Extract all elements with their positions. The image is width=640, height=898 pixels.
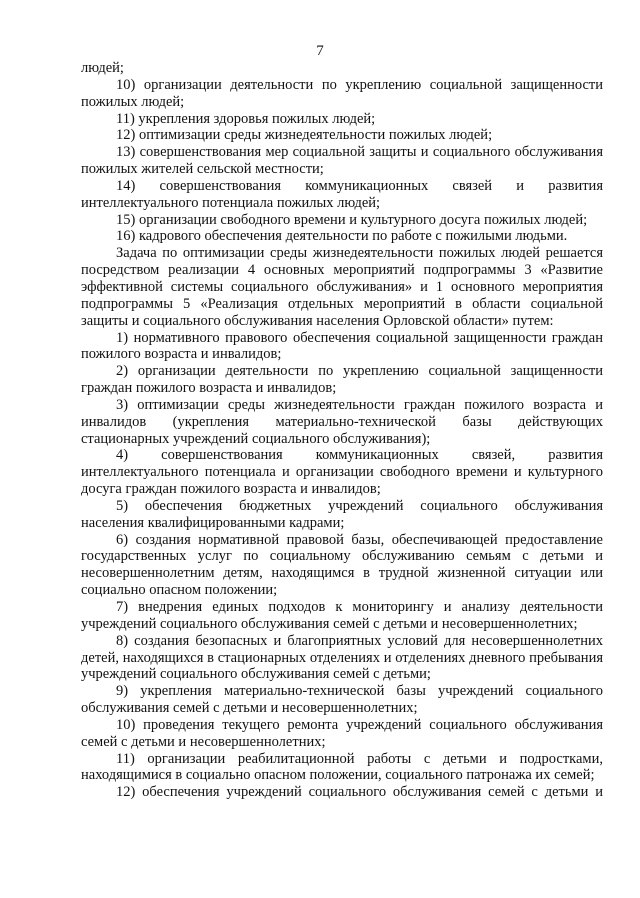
paragraph: 8) создания безопасных и благоприятных условий для несовершеннолетних детей, находящихся в стационарных отделениях и отделениях дневного пребывания учреждений социального обслуживания семей с детьми; <box>81 632 603 683</box>
paragraph: 15) организации свободного времени и культурного досуга пожилых людей; <box>116 211 588 228</box>
paragraph: людей; <box>81 60 124 76</box>
paragraph: 10) организации деятельности по укреплению социальной защищенности пожилых людей; <box>81 76 603 110</box>
paragraph: 11) укрепления здоровья пожилых людей; <box>116 110 376 127</box>
document-body <box>81 60 603 801</box>
paragraph: 4) совершенствования коммуникационных связей, развития интеллектуального потенциала и организации свободного времени и культурного досуга граждан пожилого возраста и инвалидов; <box>81 447 603 498</box>
paragraph: 3) оптимизации среды жизнедеятельности граждан пожилого возраста и инвалидов (укрепления материально-технической базы действующих стационарных учреждений социального обслуживания); <box>81 396 603 447</box>
paragraph: Задача по оптимизации среды жизнедеятельности пожилых людей решается посредством реализации 4 основных мероприятий подпрограммы 3 «Развитие эффективной системы социального обслуживания» и 1 основного мероприятия подпрограммы 5 «Реализация отдельных мероприятий в области социальной защиты и социального обслуживания населения Орловской области» путем: <box>81 245 603 329</box>
paragraph: 1) нормативного правового обеспечения социальной защищенности граждан пожилого возраста и инвалидов; <box>81 329 603 363</box>
paragraph: 12) обеспечения учреждений социального обслуживания семей с детьми и <box>116 784 603 801</box>
paragraph: 11) организации реабилитационной работы с детьми и подростками, находящимися в социально опасном положении, социального патронажа их семей; <box>81 750 603 784</box>
paragraph: 14) совершенствования коммуникационных связей и развития интеллектуального потенциала пожилых людей; <box>81 177 603 211</box>
paragraph: 9) укрепления материально-технической базы учреждений социального обслуживания семей с детьми и несовершеннолетних; <box>81 683 603 717</box>
paragraph: 10) проведения текущего ремонта учреждений социального обслуживания семей с детьми и несовершеннолетних; <box>81 716 603 750</box>
paragraph: 2) организации деятельности по укреплению социальной защищенности граждан пожилого возраста и инвалидов; <box>81 363 603 397</box>
paragraph: 5) обеспечения бюджетных учреждений социального обслуживания населения квалифицированными кадрами; <box>81 497 603 531</box>
paragraph: 7) внедрения единых подходов к мониторингу и анализу деятельности учреждений социального обслуживания семей с детьми и несовершеннолетних; <box>81 599 603 632</box>
paragraph: 16) кадрового обеспечения деятельности по работе с пожилыми людьми. <box>116 228 568 245</box>
paragraph: 13) совершенствования мер социальной защиты и социального обслуживания пожилых жителей сельской местности; <box>81 144 603 178</box>
paragraph: 12) оптимизации среды жизнедеятельности пожилых людей; <box>116 127 493 144</box>
page-number: 7 <box>316 43 324 59</box>
paragraph: 6) создания нормативной правовой базы, обеспечивающей предоставление государственных услуг по социальному обслуживанию семьям с детьми и несовершеннолетним детям, находящимся в трудной жизненной ситуации или социально опасном положении; <box>81 531 603 599</box>
